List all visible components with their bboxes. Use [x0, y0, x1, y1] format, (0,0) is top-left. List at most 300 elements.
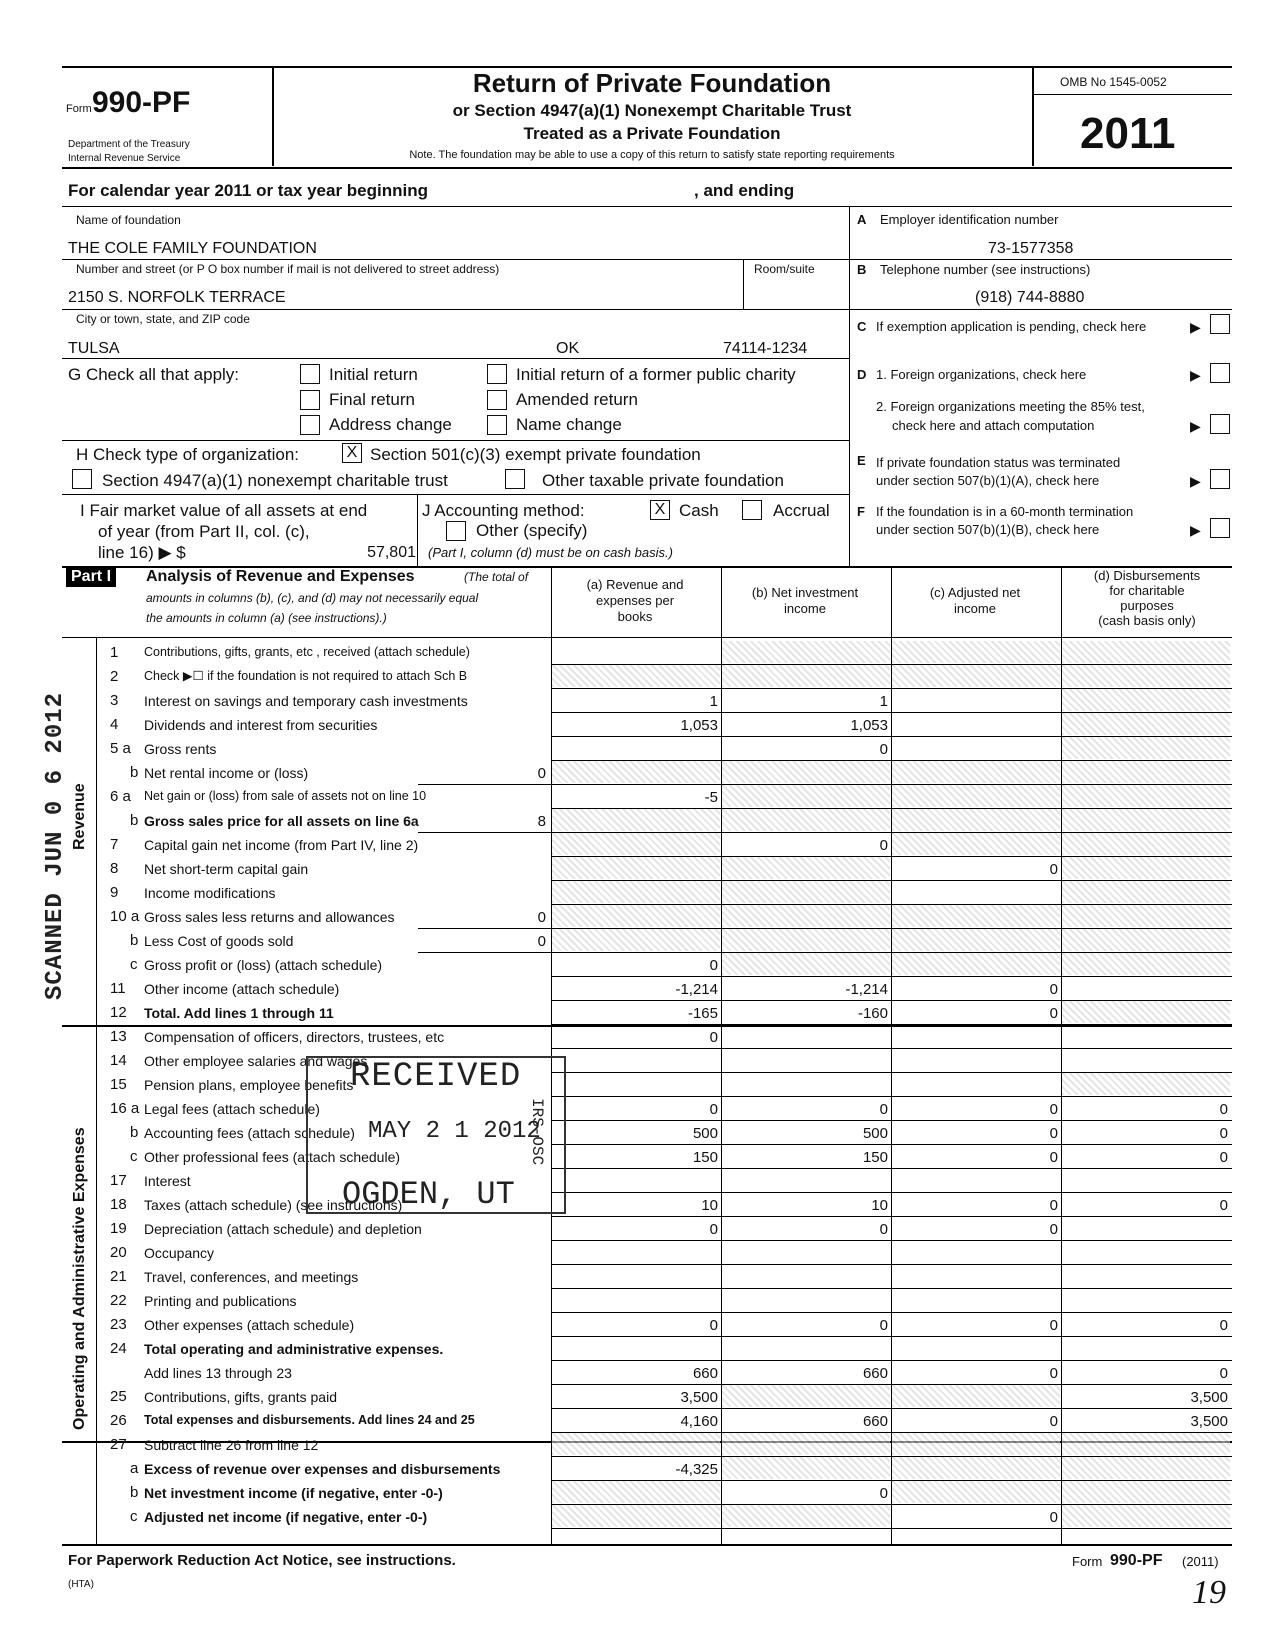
amount-c[interactable]: 0 — [1049, 1317, 1058, 1334]
i-line3: line 16) ▶ $ — [98, 543, 186, 562]
d1-label: 1. Foreign organizations, check here — [876, 367, 1087, 382]
amount-c[interactable]: 0 — [1049, 1005, 1058, 1022]
initial-return-checkbox[interactable] — [300, 364, 320, 384]
a-letter: A — [857, 212, 867, 227]
line-number: b — [130, 812, 139, 829]
amount-c[interactable]: 0 — [1049, 1197, 1058, 1214]
part1-note2: amounts in columns (b), (c), and (d) may not necessarily equal — [146, 591, 479, 605]
line-description: Net rental income or (loss) — [144, 765, 309, 781]
line-description: Travel, conferences, and meetings — [144, 1269, 359, 1285]
b-letter: B — [857, 262, 867, 277]
amount-b[interactable]: -1,214 — [845, 981, 888, 998]
shaded-cell — [892, 641, 1060, 663]
row-rule — [551, 880, 1232, 881]
amount-b[interactable]: -160 — [857, 1005, 888, 1022]
city[interactable]: TULSA — [68, 340, 120, 357]
initial-return-former-checkbox[interactable] — [487, 364, 507, 384]
shaded-cell — [892, 761, 1060, 783]
amount-b[interactable]: 0 — [879, 1101, 888, 1118]
row-rule — [551, 1384, 1232, 1385]
line-number: 18 — [110, 1196, 127, 1213]
row-rule — [551, 1240, 1232, 1241]
inline-value[interactable]: 0 — [537, 765, 546, 782]
line-description: Other income (attach schedule) — [144, 981, 340, 997]
amount-b[interactable]: 0 — [879, 1317, 888, 1334]
line-number: 12 — [110, 1004, 127, 1021]
amount-b[interactable]: 500 — [862, 1125, 888, 1142]
final-return-checkbox[interactable] — [300, 390, 320, 410]
amount-d[interactable]: 0 — [1219, 1317, 1228, 1334]
amount-a[interactable]: 500 — [692, 1125, 718, 1142]
shaded-cell — [552, 761, 720, 783]
shaded-cell — [1062, 737, 1230, 759]
received-stamp-city: OGDEN, UT — [342, 1176, 515, 1213]
amount-b[interactable]: 660 — [862, 1413, 888, 1430]
line-number: b — [130, 1484, 139, 1501]
footer-form-number: 990-PF — [1110, 1552, 1163, 1569]
line-description: Adjusted net income (if negative, enter -0-) — [144, 1509, 428, 1525]
dept-line2: Internal Revenue Service — [68, 153, 181, 164]
line-number: 17 — [110, 1172, 127, 1189]
amount-c[interactable]: 0 — [1049, 1149, 1058, 1166]
shaded-cell — [722, 953, 890, 975]
row-rule — [551, 1504, 1232, 1505]
tax-year: 2011 — [1080, 109, 1176, 158]
shaded-cell — [892, 785, 1060, 807]
row-rule — [551, 832, 1232, 833]
shaded-cell — [1062, 857, 1230, 879]
c-arrow: ▶ — [1190, 319, 1201, 335]
line-description: Compensation of officers, directors, trustees, etc — [144, 1029, 445, 1045]
shaded-cell — [552, 1481, 720, 1503]
final-return-label: Final return — [329, 390, 415, 409]
line-description: Other expenses (attach schedule) — [144, 1317, 355, 1333]
amount-c[interactable]: 0 — [1049, 1365, 1058, 1382]
line-number: 22 — [110, 1292, 127, 1309]
row-rule — [551, 928, 1232, 929]
exemption-pending-checkbox[interactable] — [1210, 314, 1230, 334]
line-description: Excess of revenue over expenses and disbursements — [144, 1461, 501, 1477]
received-stamp-text: RECEIVED — [350, 1058, 522, 1096]
amount-a[interactable]: 1 — [709, 693, 718, 710]
amount-d[interactable]: 3,500 — [1190, 1413, 1228, 1430]
shaded-cell — [1062, 1433, 1230, 1455]
e-letter: E — [857, 453, 866, 468]
amount-b[interactable]: 1 — [879, 693, 888, 710]
h-label: H Check type of organization: — [76, 445, 300, 464]
amount-a[interactable]: 0 — [709, 1029, 718, 1046]
line-description: Pension plans, employee benefits — [144, 1077, 354, 1093]
inline-value[interactable]: 8 — [537, 813, 546, 830]
other-method-checkbox[interactable] — [446, 521, 466, 541]
street-label: Number and street (or P O box number if mail is not delivered to street address) — [76, 262, 500, 276]
shaded-cell — [552, 665, 720, 687]
sixty-month-checkbox[interactable] — [1210, 518, 1230, 538]
f-letter: F — [857, 504, 865, 519]
row-rule — [551, 952, 1232, 953]
amended-return-checkbox[interactable] — [487, 390, 507, 410]
amount-d[interactable]: 0 — [1219, 1197, 1228, 1214]
row-rule — [551, 664, 1232, 665]
footer-form-prefix: Form — [1072, 1554, 1103, 1569]
section-501c3-checkbox[interactable]: X — [342, 443, 362, 463]
line-description: Gross sales less returns and allowances — [144, 909, 395, 925]
line-description: Net short-term capital gain — [144, 861, 309, 877]
line-description: Other employee salaries and wages — [144, 1053, 368, 1069]
name-change-label: Name change — [516, 415, 622, 434]
f-label2: under section 507(b)(1)(B), check here — [876, 522, 1100, 537]
line-number: 15 — [110, 1076, 127, 1093]
amount-c[interactable]: 0 — [1049, 1101, 1058, 1118]
row-rule — [551, 688, 1232, 689]
row-rule — [551, 1168, 1232, 1169]
shaded-cell — [1062, 641, 1230, 663]
shaded-cell — [1062, 665, 1230, 687]
row-rule — [551, 1072, 1232, 1073]
amount-c[interactable]: 0 — [1049, 981, 1058, 998]
line-description: Check ▶☐ if the foundation is not required to attach Sch B — [144, 669, 468, 683]
line-number: 4 — [110, 716, 119, 733]
amount-b[interactable]: 0 — [879, 1485, 888, 1502]
row-rule — [551, 1288, 1232, 1289]
line-description: Gross profit or (loss) (attach schedule) — [144, 957, 383, 973]
line-number: 6 a — [110, 788, 131, 805]
other-method-label: Other (specify) — [476, 521, 588, 540]
line-number: 19 — [110, 1220, 127, 1237]
line-description: Contributions, gifts, grants paid — [144, 1389, 337, 1405]
row-rule — [551, 1048, 1232, 1049]
state[interactable]: OK — [556, 340, 580, 357]
shaded-cell — [1062, 1505, 1230, 1527]
line-number: c — [130, 956, 138, 973]
inline-field-rule — [418, 832, 551, 833]
address-change-checkbox[interactable] — [300, 415, 320, 435]
amount-a[interactable]: -1,214 — [675, 981, 718, 998]
shaded-cell — [722, 1385, 890, 1407]
inline-value[interactable]: 0 — [537, 933, 546, 950]
shaded-cell — [892, 833, 1060, 855]
footer-paperwork: For Paperwork Reduction Act Notice, see instructions. — [68, 1552, 456, 1569]
g-label: G Check all that apply: — [68, 365, 240, 384]
phone-label: Telephone number (see instructions) — [880, 262, 1091, 277]
shaded-cell — [1062, 953, 1230, 975]
part1-title: Analysis of Revenue and Expenses — [146, 568, 415, 585]
row-rule — [551, 1120, 1232, 1121]
row-rule — [551, 784, 1232, 785]
shaded-cell — [1062, 833, 1230, 855]
line-number: b — [130, 1124, 139, 1141]
line-description: Depreciation (attach schedule) and depletion — [144, 1221, 422, 1237]
line-description: Contributions, gifts, grants, etc , received (attach schedule) — [144, 645, 470, 659]
line-number: 8 — [110, 860, 119, 877]
row-rule — [551, 1528, 1232, 1529]
c-letter: C — [857, 319, 867, 334]
expenses-side-label: Operating and Administrative Expenses — [71, 1127, 88, 1430]
shaded-cell — [892, 1457, 1060, 1479]
section-4947-checkbox[interactable] — [72, 469, 92, 489]
inline-field-rule — [418, 784, 551, 785]
amount-a[interactable]: 150 — [692, 1149, 718, 1166]
amount-b[interactable]: 0 — [879, 1221, 888, 1238]
shaded-cell — [1062, 1481, 1230, 1503]
phone-value[interactable]: (918) 744-8880 — [975, 289, 1085, 306]
line-description: Taxes (attach schedule) (see instructions) — [144, 1197, 403, 1213]
amount-a[interactable]: 0 — [709, 1221, 718, 1238]
line-number: c — [130, 1508, 138, 1525]
amount-b[interactable]: 660 — [862, 1365, 888, 1382]
foundation-name[interactable]: THE COLE FAMILY FOUNDATION — [68, 240, 317, 257]
amount-a[interactable]: 660 — [692, 1365, 718, 1382]
fair-market-value[interactable]: 57,801 — [367, 544, 416, 561]
inline-value[interactable]: 0 — [537, 909, 546, 926]
line-number: 26 — [110, 1412, 127, 1429]
foreign-85-checkbox[interactable] — [1210, 414, 1230, 434]
amount-d[interactable]: 0 — [1219, 1365, 1228, 1382]
received-stamp-side: IRS-OSC — [528, 1098, 546, 1166]
accrual-label: Accrual — [773, 501, 830, 520]
line-description: Other professional fees (attach schedule) — [144, 1149, 401, 1165]
c-label: If exemption application is pending, check here — [876, 319, 1147, 334]
shaded-cell — [722, 881, 890, 903]
row-rule — [551, 1024, 1232, 1025]
line-description: Capital gain net income (from Part IV, line 2) — [144, 837, 419, 853]
line-number: 24 — [110, 1340, 127, 1357]
shaded-cell — [1062, 1001, 1230, 1023]
col-d-header: (d) Disbursements for charitable purposes (cash basis only) — [1093, 568, 1201, 628]
amount-c[interactable]: 0 — [1049, 1125, 1058, 1142]
shaded-cell — [722, 809, 890, 831]
row-rule — [551, 1360, 1232, 1361]
page-mark: 19 — [1192, 1574, 1226, 1611]
line-number: b — [130, 764, 139, 781]
shaded-cell — [722, 1433, 890, 1455]
calendar-ending-label: , and ending — [694, 181, 795, 200]
line-number: a — [130, 1460, 139, 1477]
amount-c[interactable]: 0 — [1049, 1413, 1058, 1430]
row-rule — [551, 1096, 1232, 1097]
section-501c3-label: Section 501(c)(3) exempt private foundation — [370, 445, 701, 464]
line-description: Add lines 13 through 23 — [144, 1365, 292, 1381]
line-description: Net gain or (loss) from sale of assets not on line 10 — [144, 789, 427, 803]
amount-a[interactable]: 0 — [709, 1101, 718, 1118]
street-address[interactable]: 2150 S. NORFOLK TERRACE — [68, 289, 286, 306]
col-b-header: (b) Net investment income — [751, 585, 859, 616]
dept-line1: Department of the Treasury — [68, 139, 190, 150]
row-rule — [551, 904, 1232, 905]
line-description: Legal fees (attach schedule) — [144, 1101, 320, 1117]
d2-label2: check here and attach computation — [892, 418, 1095, 433]
shaded-cell — [722, 665, 890, 687]
col-c-header: (c) Adjusted net income — [929, 585, 1021, 616]
amount-b[interactable]: 0 — [879, 837, 888, 854]
shaded-cell — [1062, 881, 1230, 903]
inline-field-rule — [418, 952, 551, 953]
amount-a[interactable]: 10 — [701, 1197, 718, 1214]
d1-arrow: ▶ — [1190, 367, 1201, 383]
line-number: 13 — [110, 1028, 127, 1045]
line-number: 11 — [110, 980, 126, 997]
row-rule — [551, 1480, 1232, 1481]
inline-field-rule — [418, 928, 551, 929]
cash-checkbox[interactable]: X — [650, 500, 670, 520]
line-description: Dividends and interest from securities — [144, 717, 378, 733]
line-number: 3 — [110, 692, 119, 709]
line-description: Total operating and administrative expenses. — [144, 1341, 444, 1357]
d2-arrow: ▶ — [1190, 418, 1201, 434]
omb-number: OMB No 1545-0052 — [1060, 75, 1167, 89]
row-rule — [551, 1408, 1232, 1409]
line-number: 27 — [110, 1436, 127, 1453]
amount-d[interactable]: 0 — [1219, 1149, 1228, 1166]
amount-a[interactable]: 3,500 — [680, 1389, 718, 1406]
form-note: Note. The foundation may be able to use a copy of this return to satisfy state reporting requirements — [409, 149, 895, 161]
address-change-label: Address change — [329, 415, 452, 434]
foreign-org-checkbox[interactable] — [1210, 363, 1230, 383]
line-number: 9 — [110, 884, 119, 901]
shaded-cell — [1062, 785, 1230, 807]
shaded-cell — [1062, 1457, 1230, 1479]
footer-form-year: (2011) — [1182, 1554, 1219, 1569]
line-number: b — [130, 932, 139, 949]
shaded-cell — [722, 857, 890, 879]
status-terminated-checkbox[interactable] — [1210, 469, 1230, 489]
row-rule — [551, 1264, 1232, 1265]
line-number: 2 — [110, 668, 119, 685]
amount-a[interactable]: -5 — [704, 789, 718, 806]
form-prefix: Form — [66, 103, 92, 115]
form-number: 990-PF — [92, 86, 191, 119]
room-label: Room/suite — [754, 262, 815, 276]
row-rule — [551, 976, 1232, 977]
amended-return-label: Amended return — [516, 390, 638, 409]
ein-label: Employer identification number — [880, 212, 1059, 227]
amount-a[interactable]: 1,053 — [680, 717, 718, 734]
amount-a[interactable]: 0 — [709, 1317, 718, 1334]
j-note: (Part I, column (d) must be on cash basis.) — [428, 545, 673, 560]
line-description: Gross sales price for all assets on line 6a — [144, 813, 419, 829]
shaded-cell — [722, 761, 890, 783]
section-4947-label: Section 4947(a)(1) nonexempt charitable trust — [102, 471, 448, 490]
name-label: Name of foundation — [76, 213, 181, 227]
shaded-cell — [722, 929, 890, 951]
line-description: Occupancy — [144, 1245, 215, 1261]
part1-badge: Part I — [66, 567, 116, 587]
shaded-cell — [1062, 809, 1230, 831]
amount-b[interactable]: 150 — [862, 1149, 888, 1166]
amount-a[interactable]: 0 — [709, 957, 718, 974]
line-number: 7 — [110, 836, 119, 853]
row-rule — [551, 1216, 1232, 1217]
shaded-cell — [892, 665, 1060, 687]
line-description: Interest — [144, 1173, 191, 1189]
revenue-side-label: Revenue — [71, 783, 88, 850]
shaded-cell — [1062, 929, 1230, 951]
f-label1: If the foundation is in a 60-month termination — [876, 504, 1134, 519]
shaded-cell — [892, 809, 1060, 831]
amount-c[interactable]: 0 — [1049, 861, 1058, 878]
initial-return-label: Initial return — [329, 365, 418, 384]
row-rule — [551, 1000, 1232, 1001]
row-rule — [551, 1432, 1232, 1433]
row-rule — [551, 1144, 1232, 1145]
i-line1: I Fair market value of all assets at end — [80, 501, 368, 520]
line-number: 21 — [110, 1268, 127, 1285]
shaded-cell — [722, 641, 890, 663]
line-description: Less Cost of goods sold — [144, 933, 294, 949]
amount-a[interactable]: -165 — [687, 1005, 718, 1022]
shaded-cell — [892, 1481, 1060, 1503]
line-description: Subtract line 26 from line 12 — [144, 1437, 319, 1453]
shaded-cell — [892, 929, 1060, 951]
accrual-checkbox[interactable] — [742, 500, 762, 520]
line-number: 10 a — [110, 908, 140, 925]
row-rule — [551, 760, 1232, 761]
line-description: Printing and publications — [144, 1293, 297, 1309]
row-rule — [551, 1456, 1232, 1457]
received-stamp-date: MAY 2 1 2012 — [368, 1118, 541, 1145]
shaded-cell — [552, 857, 720, 879]
amount-d[interactable]: 0 — [1219, 1125, 1228, 1142]
amount-b[interactable]: 0 — [879, 741, 888, 758]
shaded-cell — [1062, 689, 1230, 711]
col-a-header: (a) Revenue and expenses per books — [586, 577, 684, 624]
line-number: 1 — [110, 644, 119, 661]
d2-label1: 2. Foreign organizations meeting the 85% test, — [876, 399, 1145, 414]
row-rule — [551, 856, 1232, 857]
city-label: City or town, state, and ZIP code — [76, 312, 250, 326]
shaded-cell — [722, 1505, 890, 1527]
shaded-cell — [1062, 1073, 1230, 1095]
line-number: 16 a — [110, 1100, 140, 1117]
name-change-checkbox[interactable] — [487, 415, 507, 435]
shaded-cell — [722, 905, 890, 927]
amount-d[interactable]: 0 — [1219, 1101, 1228, 1118]
shaded-cell — [552, 833, 720, 855]
amount-d[interactable]: 3,500 — [1190, 1389, 1228, 1406]
amount-c[interactable]: 0 — [1049, 1509, 1058, 1526]
amount-c[interactable]: 0 — [1049, 1221, 1058, 1238]
footer-hta: (HTA) — [68, 1579, 94, 1590]
shaded-cell — [552, 905, 720, 927]
row-rule — [551, 1192, 1232, 1193]
f-arrow: ▶ — [1190, 522, 1201, 538]
part1-note1: (The total of — [464, 570, 529, 584]
shaded-cell — [892, 953, 1060, 975]
shaded-cell — [1062, 761, 1230, 783]
amount-a[interactable]: -4,325 — [675, 1461, 718, 1478]
other-taxable-label: Other taxable private foundation — [542, 471, 784, 490]
amount-b[interactable]: 10 — [871, 1197, 888, 1214]
line-description: Total. Add lines 1 through 11 — [144, 1005, 334, 1021]
amount-b[interactable]: 1,053 — [850, 717, 888, 734]
line-number: 14 — [110, 1052, 127, 1069]
ein-value[interactable]: 73-1577358 — [988, 240, 1074, 257]
line-number: 23 — [110, 1316, 127, 1333]
amount-a[interactable]: 4,160 — [680, 1413, 718, 1430]
e-label1: If private foundation status was terminated — [876, 455, 1121, 470]
shaded-cell — [722, 785, 890, 807]
zip[interactable]: 74114-1234 — [723, 340, 808, 357]
calendar-year-label: For calendar year 2011 or tax year beginning — [68, 181, 428, 200]
row-rule — [551, 1312, 1232, 1313]
shaded-cell — [552, 1433, 720, 1455]
e-arrow: ▶ — [1190, 473, 1201, 489]
initial-return-former-label: Initial return of a former public charity — [516, 365, 796, 384]
line-number: 25 — [110, 1388, 127, 1405]
row-rule — [551, 736, 1232, 737]
row-rule — [551, 808, 1232, 809]
other-taxable-checkbox[interactable] — [505, 469, 525, 489]
